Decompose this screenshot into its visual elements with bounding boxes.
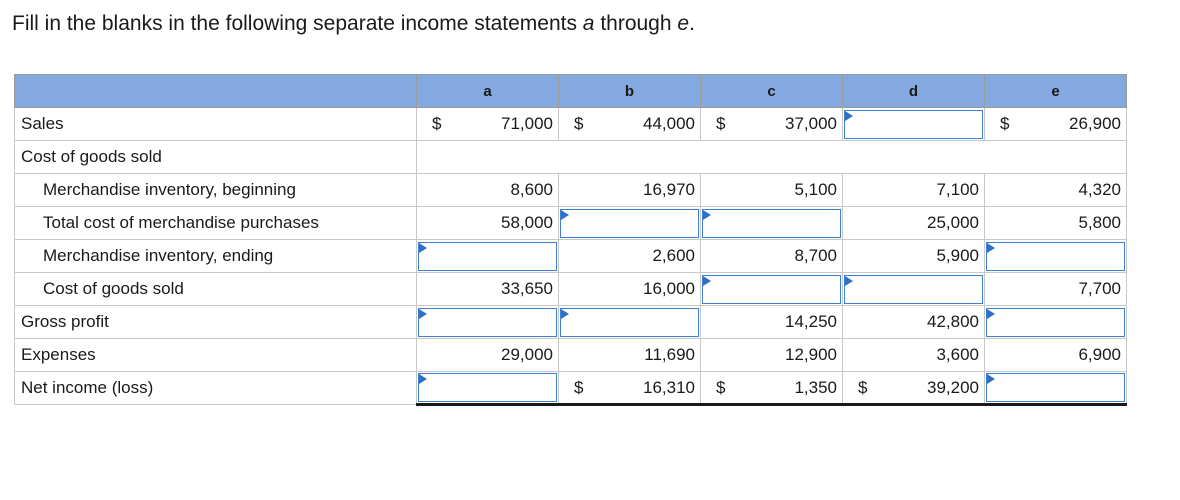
instruction-through: through bbox=[594, 12, 678, 35]
dollar-sign bbox=[843, 174, 883, 207]
cell-a bbox=[417, 240, 559, 273]
row-label: Cost of goods sold bbox=[15, 141, 417, 174]
dollar-sign bbox=[843, 339, 883, 372]
dollar-sign bbox=[417, 273, 457, 306]
cell-e bbox=[985, 372, 1127, 405]
value-a: 71,000 bbox=[457, 108, 559, 141]
answer-input-b[interactable] bbox=[560, 308, 699, 337]
cell-c bbox=[701, 207, 843, 240]
table-row bbox=[15, 240, 1127, 273]
dollar-sign: $ bbox=[701, 108, 741, 141]
dollar-sign bbox=[985, 174, 1025, 207]
row-label: Gross profit bbox=[15, 306, 417, 339]
answer-input-c[interactable] bbox=[702, 275, 841, 304]
row-label: Expenses bbox=[15, 339, 417, 372]
cell-b bbox=[559, 207, 701, 240]
table-row bbox=[15, 372, 1127, 405]
value-c: 37,000 bbox=[741, 108, 843, 141]
answer-input-e[interactable] bbox=[986, 242, 1125, 271]
value-a: 8,600 bbox=[457, 174, 559, 207]
column-header-c: c bbox=[701, 75, 843, 108]
dollar-sign bbox=[843, 207, 883, 240]
row-label: Sales bbox=[15, 108, 417, 141]
dollar-sign bbox=[559, 174, 599, 207]
value-a: 29,000 bbox=[457, 339, 559, 372]
dollar-sign bbox=[559, 339, 599, 372]
row-label: Net income (loss) bbox=[15, 372, 417, 405]
value-b: 16,970 bbox=[599, 174, 701, 207]
value-c: 8,700 bbox=[741, 240, 843, 273]
statement-body bbox=[15, 108, 1127, 405]
column-header-e: e bbox=[985, 75, 1127, 108]
value-a: 33,650 bbox=[457, 273, 559, 306]
value-a: 58,000 bbox=[457, 207, 559, 240]
instruction-text: Fill in the blanks in the following separate income statements bbox=[12, 12, 583, 35]
empty-cell bbox=[417, 141, 1127, 174]
instruction-a: a bbox=[582, 12, 595, 35]
answer-input-d[interactable] bbox=[844, 275, 983, 304]
table-row bbox=[15, 108, 1127, 141]
dollar-sign bbox=[985, 273, 1025, 306]
value-b: 16,000 bbox=[599, 273, 701, 306]
dollar-sign bbox=[701, 174, 741, 207]
value-d: 25,000 bbox=[883, 207, 985, 240]
value-b: 44,000 bbox=[599, 108, 701, 141]
value-c: 12,900 bbox=[741, 339, 843, 372]
cell-a bbox=[417, 306, 559, 339]
cell-e bbox=[985, 306, 1127, 339]
dollar-sign bbox=[417, 174, 457, 207]
table-row bbox=[15, 339, 1127, 372]
value-e: 7,700 bbox=[1025, 273, 1127, 306]
dollar-sign bbox=[701, 240, 741, 273]
value-e: 4,320 bbox=[1025, 174, 1127, 207]
value-b: 11,690 bbox=[599, 339, 701, 372]
table-row bbox=[15, 141, 1127, 174]
dollar-sign: $ bbox=[701, 372, 741, 405]
income-statements-table bbox=[14, 74, 1127, 406]
dollar-sign bbox=[417, 207, 457, 240]
answer-input-e[interactable] bbox=[986, 373, 1125, 402]
instruction-period: . bbox=[689, 12, 695, 35]
row-label: Cost of goods sold bbox=[15, 273, 417, 306]
row-label: Total cost of merchandise purchases bbox=[15, 207, 417, 240]
value-d: 7,100 bbox=[883, 174, 985, 207]
dollar-sign: $ bbox=[559, 108, 599, 141]
dollar-sign bbox=[701, 306, 741, 339]
header-label-cell bbox=[15, 75, 417, 108]
value-b: 2,600 bbox=[599, 240, 701, 273]
value-c: 1,350 bbox=[741, 372, 843, 405]
dollar-sign bbox=[985, 339, 1025, 372]
dollar-sign bbox=[417, 339, 457, 372]
table-row bbox=[15, 273, 1127, 306]
header-row bbox=[15, 75, 1127, 108]
answer-input-a[interactable] bbox=[418, 308, 557, 337]
dollar-sign bbox=[843, 240, 883, 273]
answer-input-b[interactable] bbox=[560, 209, 699, 238]
dollar-sign bbox=[701, 339, 741, 372]
value-e: 5,800 bbox=[1025, 207, 1127, 240]
answer-input-c[interactable] bbox=[702, 209, 841, 238]
table-row bbox=[15, 306, 1127, 339]
answer-input-a[interactable] bbox=[418, 373, 557, 402]
value-c: 5,100 bbox=[741, 174, 843, 207]
cell-d bbox=[843, 273, 985, 306]
cell-b bbox=[559, 306, 701, 339]
column-header-b: b bbox=[559, 75, 701, 108]
table-row bbox=[15, 174, 1127, 207]
value-d: 42,800 bbox=[883, 306, 985, 339]
value-d: 5,900 bbox=[883, 240, 985, 273]
dollar-sign bbox=[843, 306, 883, 339]
column-header-d: d bbox=[843, 75, 985, 108]
dollar-sign: $ bbox=[985, 108, 1025, 141]
value-d: 3,600 bbox=[883, 339, 985, 372]
dollar-sign bbox=[559, 240, 599, 273]
dollar-sign: $ bbox=[559, 372, 599, 405]
row-label: Merchandise inventory, ending bbox=[15, 240, 417, 273]
cell-a bbox=[417, 372, 559, 405]
column-header-a: a bbox=[417, 75, 559, 108]
row-label: Merchandise inventory, beginning bbox=[15, 174, 417, 207]
value-b: 16,310 bbox=[599, 372, 701, 405]
cell-e bbox=[985, 240, 1127, 273]
dollar-sign bbox=[985, 207, 1025, 240]
value-d: 39,200 bbox=[883, 372, 985, 405]
answer-input-e[interactable] bbox=[986, 308, 1125, 337]
dollar-sign bbox=[559, 273, 599, 306]
dollar-sign: $ bbox=[417, 108, 457, 141]
dollar-sign: $ bbox=[843, 372, 883, 405]
cell-d bbox=[843, 108, 985, 141]
table-row bbox=[15, 207, 1127, 240]
value-c: 14,250 bbox=[741, 306, 843, 339]
answer-input-a[interactable] bbox=[418, 242, 557, 271]
cell-c bbox=[701, 273, 843, 306]
value-e: 6,900 bbox=[1025, 339, 1127, 372]
instruction-e: e bbox=[677, 12, 690, 35]
instructions bbox=[12, 12, 695, 36]
answer-input-d[interactable] bbox=[844, 110, 983, 139]
value-e: 26,900 bbox=[1025, 108, 1127, 141]
